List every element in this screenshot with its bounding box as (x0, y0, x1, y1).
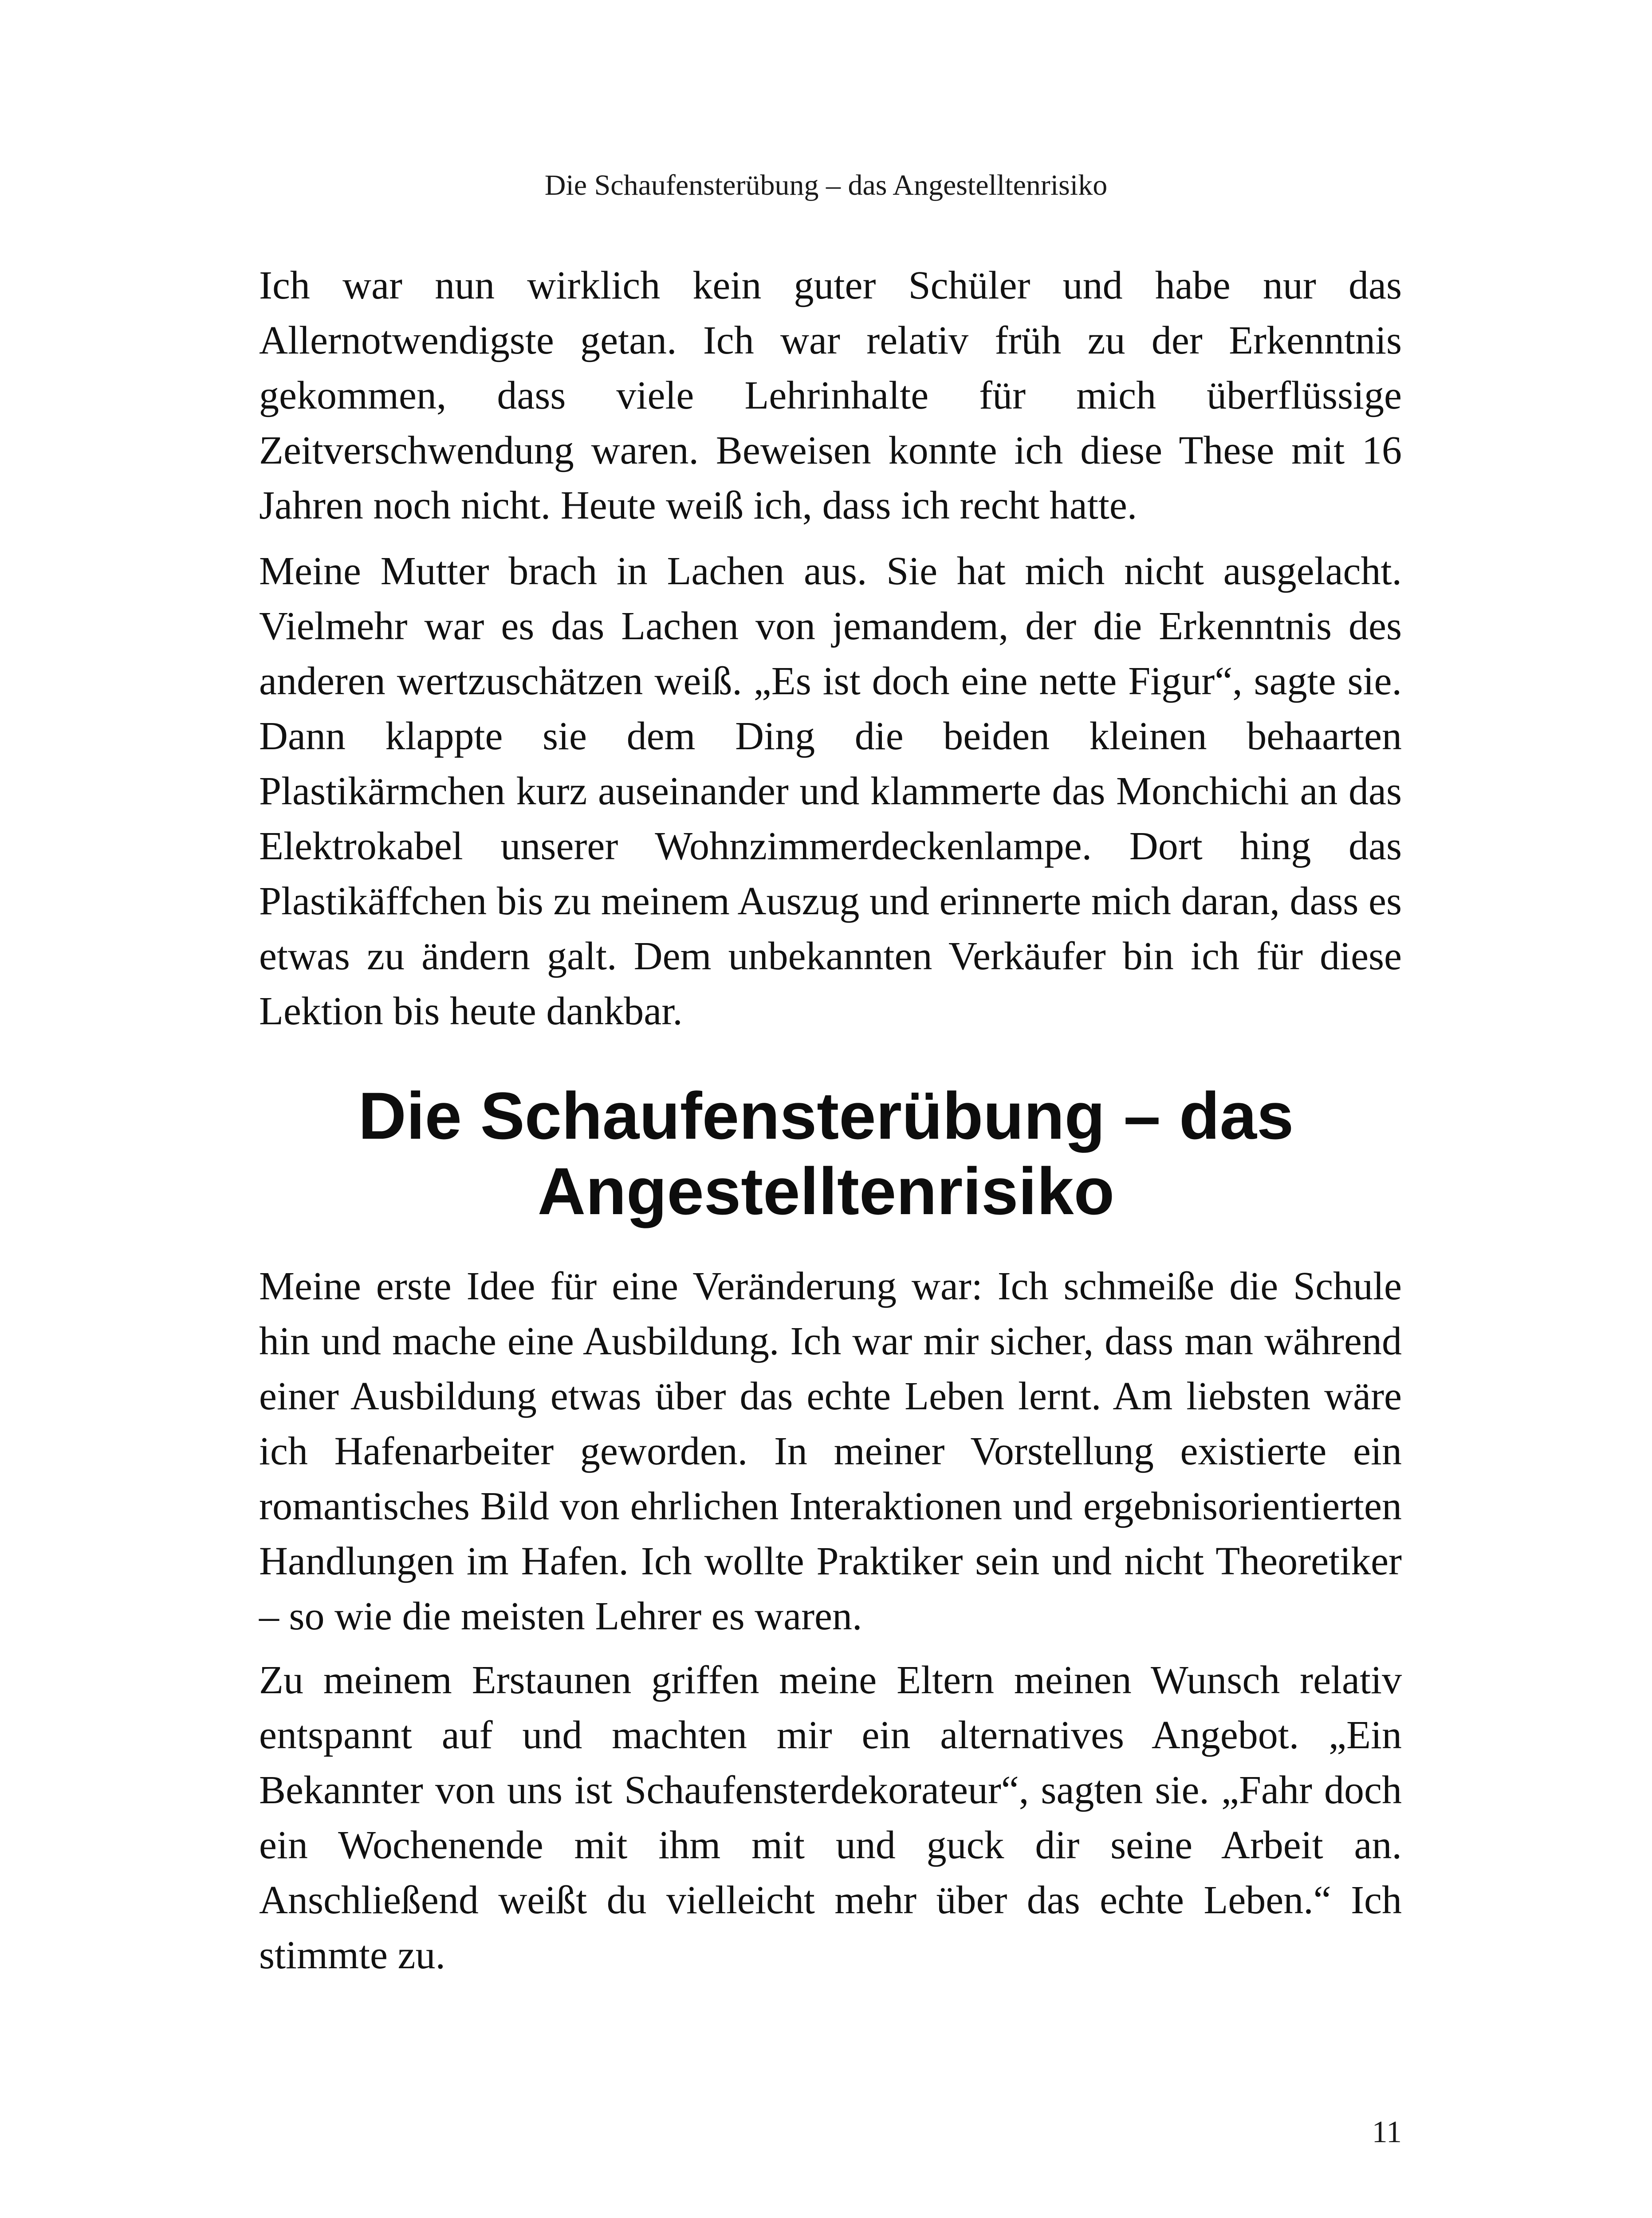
page-number: 11 (1372, 2115, 1402, 2149)
paragraph-1: Ich war nun wirklich kein guter Schüler und habe nur das Allernotwendigste getan. Ich war relativ früh zu der Erkenntnis gekommen, dass viele Lehrinhalte für mich überflüssige Zeitverschwendung waren. Beweisen konnte ich diese These mit 16 Jahren noch nicht. Heute weiß ich, dass ich recht hatte. (259, 263, 1402, 527)
section-heading-line-1: Die Schaufensterübung – das (358, 1078, 1294, 1153)
paragraph-4: Zu meinem Erstaunen griffen meine Eltern meinen Wunsch relativ entspannt auf und machten mir ein alternatives Angebot. „Ein Bekannter von uns ist Schaufensterdekorateur“, sagten sie. „Fahr doch ein Wochenende mit ihm mit und guck dir seine Arbeit an. Anschließend weißt du vielleicht mehr über das echte Leben.“ Ich stimmte zu. (259, 1658, 1402, 1977)
section-heading-line-2: Angestelltenrisiko (537, 1154, 1115, 1228)
paragraph-3: Meine erste Idee für eine Veränderung war: Ich schmeiße die Schule hin und mache eine Ausbildung. Ich war mir sicher, dass man während einer Ausbildung etwas über das echte Leben lernt. Am liebsten wäre ich Hafenarbeiter geworden. In meiner Vorstellung existierte ein romantisches Bild von ehrlichen Interaktionen und ergebnisorientierten Handlungen im Hafen. Ich wollte Praktiker sein und nicht Theoretiker – so wie die meisten Lehrer es waren. (259, 1264, 1402, 1638)
paragraph-2: Meine Mutter brach in Lachen aus. Sie hat mich nicht ausgelacht. Vielmehr war es das Lachen von jemandem, der die Erkenntnis des anderen wertzuschätzen weiß. „Es ist doch eine nette Figur“, sagte sie. Dann klappte sie dem Ding die beiden kleinen behaarten Plastikärmchen kurz auseinander und klammerte das Monchichi an das Elektrokabel unserer Wohnzimmerdeckenlampe. Dort hing das Plastikäffchen bis zu meinem Auszug und erinnerte mich daran, dass es etwas zu ändern galt. Dem unbekannten Verkäufer bin ich für diese Lektion bis heute dankbar. (259, 549, 1402, 1033)
running-header: Die Schaufensterübung – das Angestelltenrisiko (544, 169, 1108, 201)
section-heading (0, 1078, 1652, 1229)
